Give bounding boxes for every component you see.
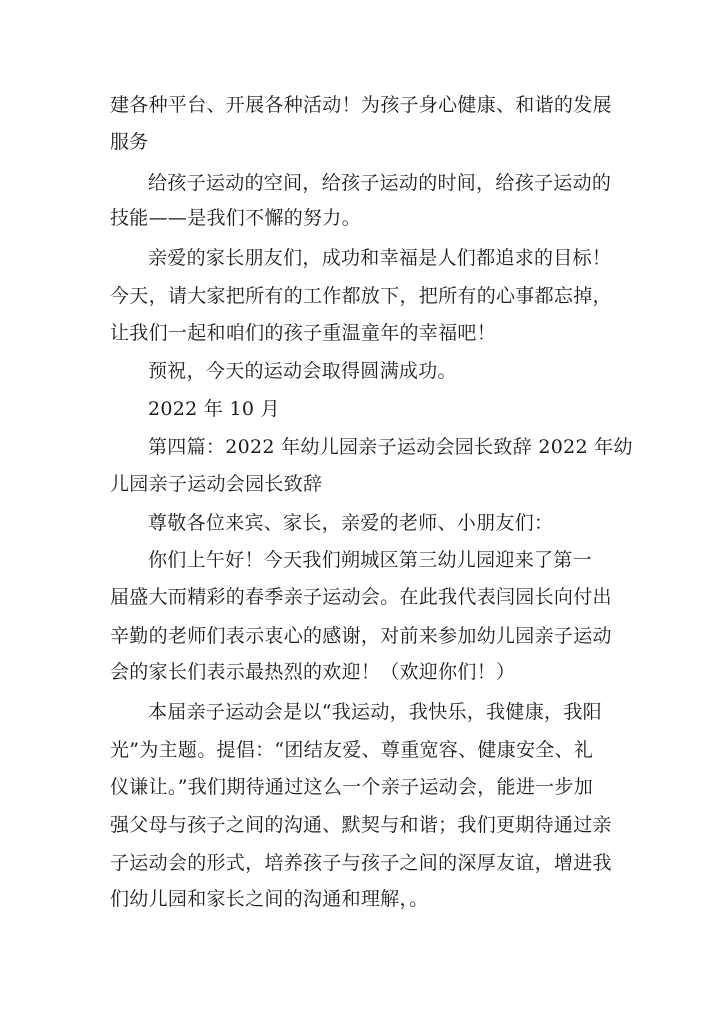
text-line: 会的家长们表示最热烈的欢迎！（欢迎你们！） xyxy=(110,661,516,683)
text-line: 们幼儿园和家长之间的沟通和理解，。 xyxy=(110,888,429,910)
text-line: 服务 xyxy=(110,131,149,153)
text-line: 今天，请大家把所有的工作都放下，把所有的心事都忘掉， xyxy=(110,285,612,307)
date-line: 2022 年 10 月 xyxy=(148,398,280,420)
section-heading: 儿园亲子运动会园长致辞 xyxy=(110,473,323,495)
text-line: 技能——是我们不懈的努力。 xyxy=(110,207,361,229)
text-line: 亲爱的家长朋友们，成功和幸福是人们都追求的目标！ xyxy=(148,247,612,269)
text-line: 预祝，今天的运动会取得圆满成功。 xyxy=(148,360,457,382)
text-line: 届盛大而精彩的春季亲子运动会。在此我代表闫园长向付出 xyxy=(110,586,612,608)
text-line: 本届亲子运动会是以“我运动，我快乐，我健康，我阳 xyxy=(148,701,602,723)
text-line: 子运动会的形式，培养孩子与孩子之间的深厚友谊，增进我 xyxy=(110,852,612,874)
text-line: 你们上午好！今天我们朔城区第三幼儿园迎来了第一 xyxy=(148,549,592,571)
text-line: 建各种平台、开展各种活动！为孩子身心健康、和谐的发展 xyxy=(110,94,612,116)
salutation: 尊敬各位来宾、家长，亲爱的老师、小朋友们： xyxy=(148,512,554,534)
text-line: 仪谦让。”我们期待通过这么一个亲子运动会，能进一步加 xyxy=(110,776,594,798)
text-line: 辛勤的老师们表示衷心的感谢，对前来参加幼儿园亲子运动 xyxy=(110,625,612,647)
text-line: 给孩子运动的空间，给孩子运动的时间，给孩子运动的 xyxy=(148,172,612,194)
section-heading: 第四篇：2022 年幼儿园亲子运动会园长致辞 2022 年幼 xyxy=(148,436,633,458)
text-line: 光”为主题。提倡：“团结友爱、尊重宽容、健康安全、礼 xyxy=(110,739,594,761)
text-line: 让我们一起和咱们的孩子重温童年的幸福吧！ xyxy=(110,322,497,344)
text-line: 强父母与孩子之间的沟通、默契与和谐；我们更期待通过亲 xyxy=(110,814,612,836)
